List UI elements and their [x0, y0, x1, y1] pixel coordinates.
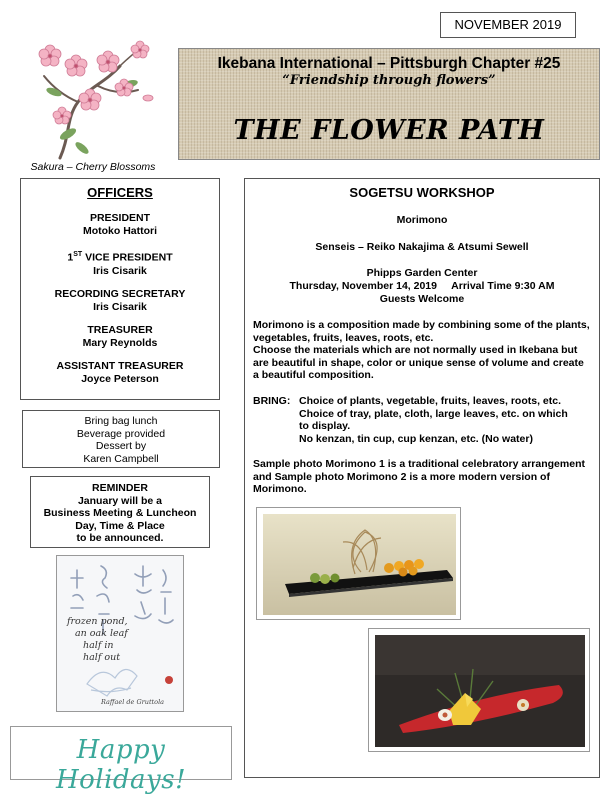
officer-role: ASSISTANT TREASURER [56, 359, 184, 372]
officers-heading: OFFICERS [87, 185, 153, 200]
reminder-line: to be announced. [76, 532, 164, 544]
bring-label: BRING: [253, 395, 291, 407]
morimono-photo-2 [368, 628, 590, 752]
lunch-line: Beverage provided [76, 427, 166, 440]
officer-role: TREASURER [87, 323, 153, 336]
workshop-heading: SOGETSU WORKSHOP [349, 185, 495, 200]
cherry-blossom-illustration [20, 36, 170, 162]
bring-item: Choice of plants, vegetable, fruits, leaves, roots, etc. [299, 395, 561, 407]
chapter-name: Ikebana International – Pittsburgh Chapter #25 [217, 55, 561, 72]
newsletter-date: NOVEMBER 2019 [440, 12, 576, 38]
bring-item: No kenzan, tin cup, cup kenzan, etc. (No water) [299, 432, 533, 445]
officer-role: RECORDING SECRETARY [54, 287, 186, 300]
workshop-subtitle: Morimono [396, 214, 448, 226]
haiku-line: half out [83, 652, 121, 663]
holiday-greeting-box [10, 726, 232, 795]
officer-group [21, 248, 219, 278]
officer-name: Iris Cisarik [93, 300, 147, 313]
reminder-line: Day, Time & Place [75, 519, 165, 532]
officer-role: PRESIDENT [89, 212, 151, 224]
blossom-caption: Sakura – Cherry Blossoms [30, 161, 156, 173]
officer-group [21, 288, 219, 314]
officer-name: Joyce Peterson [81, 372, 159, 385]
lunch-line: Karen Campbell [83, 452, 159, 465]
officer-name: Motoko Hattori [82, 225, 158, 237]
holiday-greeting: Happy Holidays! [55, 735, 187, 795]
officer-name: Mary Reynolds [82, 336, 158, 349]
reminder-line: Business Meeting & Luncheon [43, 507, 197, 519]
officer-group [21, 324, 219, 350]
officer-name: Iris Cisarik [93, 264, 147, 277]
lunch-line: Bring bag lunch [84, 415, 158, 427]
newsletter-title: THE FLOWER PATH [233, 115, 545, 146]
workshop-description-2: Choose the materials which are not normally used in Ikebana but are beautiful in shape, color or unique sense of volume and create a beautiful composition. [253, 344, 584, 381]
bring-list [253, 395, 591, 445]
bring-item: Choice of tray, plate, cloth, large leaves, etc. on which to display. [299, 407, 568, 432]
haiku-line: an oak leaf [75, 628, 128, 639]
newsletter-banner [178, 48, 600, 160]
haiku-artwork [56, 555, 184, 712]
officer-group [21, 360, 219, 386]
workshop-datetime: Thursday, November 14, 2019 Arrival Time 9:30 AM [289, 280, 555, 292]
morimono-photo-1 [256, 507, 461, 620]
officer-group [21, 212, 219, 238]
reminder-heading: REMINDER [91, 482, 148, 494]
chapter-motto: “Friendship through flowers” [282, 73, 496, 88]
officer-role: 1ST VICE PRESIDENT [67, 251, 173, 264]
haiku-line: frozen pond, [67, 616, 128, 627]
photo-note: Sample photo Morimono 1 is a traditional celebratory arrangement and Sample photo Morimono 2 is a more modern version of Morimono. [253, 458, 585, 495]
lunch-info-box [22, 410, 220, 468]
workshop-guests: Guests Welcome [379, 293, 465, 305]
haiku-signature: Raffael de Gruttola [101, 698, 165, 706]
workshop-venue: Phipps Garden Center [366, 267, 478, 279]
haiku-line: half in [83, 640, 114, 651]
workshop-description: Morimono is a composition made by combining some of the plants, vegetables, fruits, leaves, roots, etc. [253, 319, 590, 344]
officers-box [20, 178, 220, 400]
reminder-box [30, 476, 210, 548]
reminder-line: January will be a [77, 494, 163, 507]
lunch-line: Dessert by [95, 440, 147, 452]
workshop-senseis: Senseis – Reiko Nakajima & Atsumi Sewell [315, 241, 529, 253]
